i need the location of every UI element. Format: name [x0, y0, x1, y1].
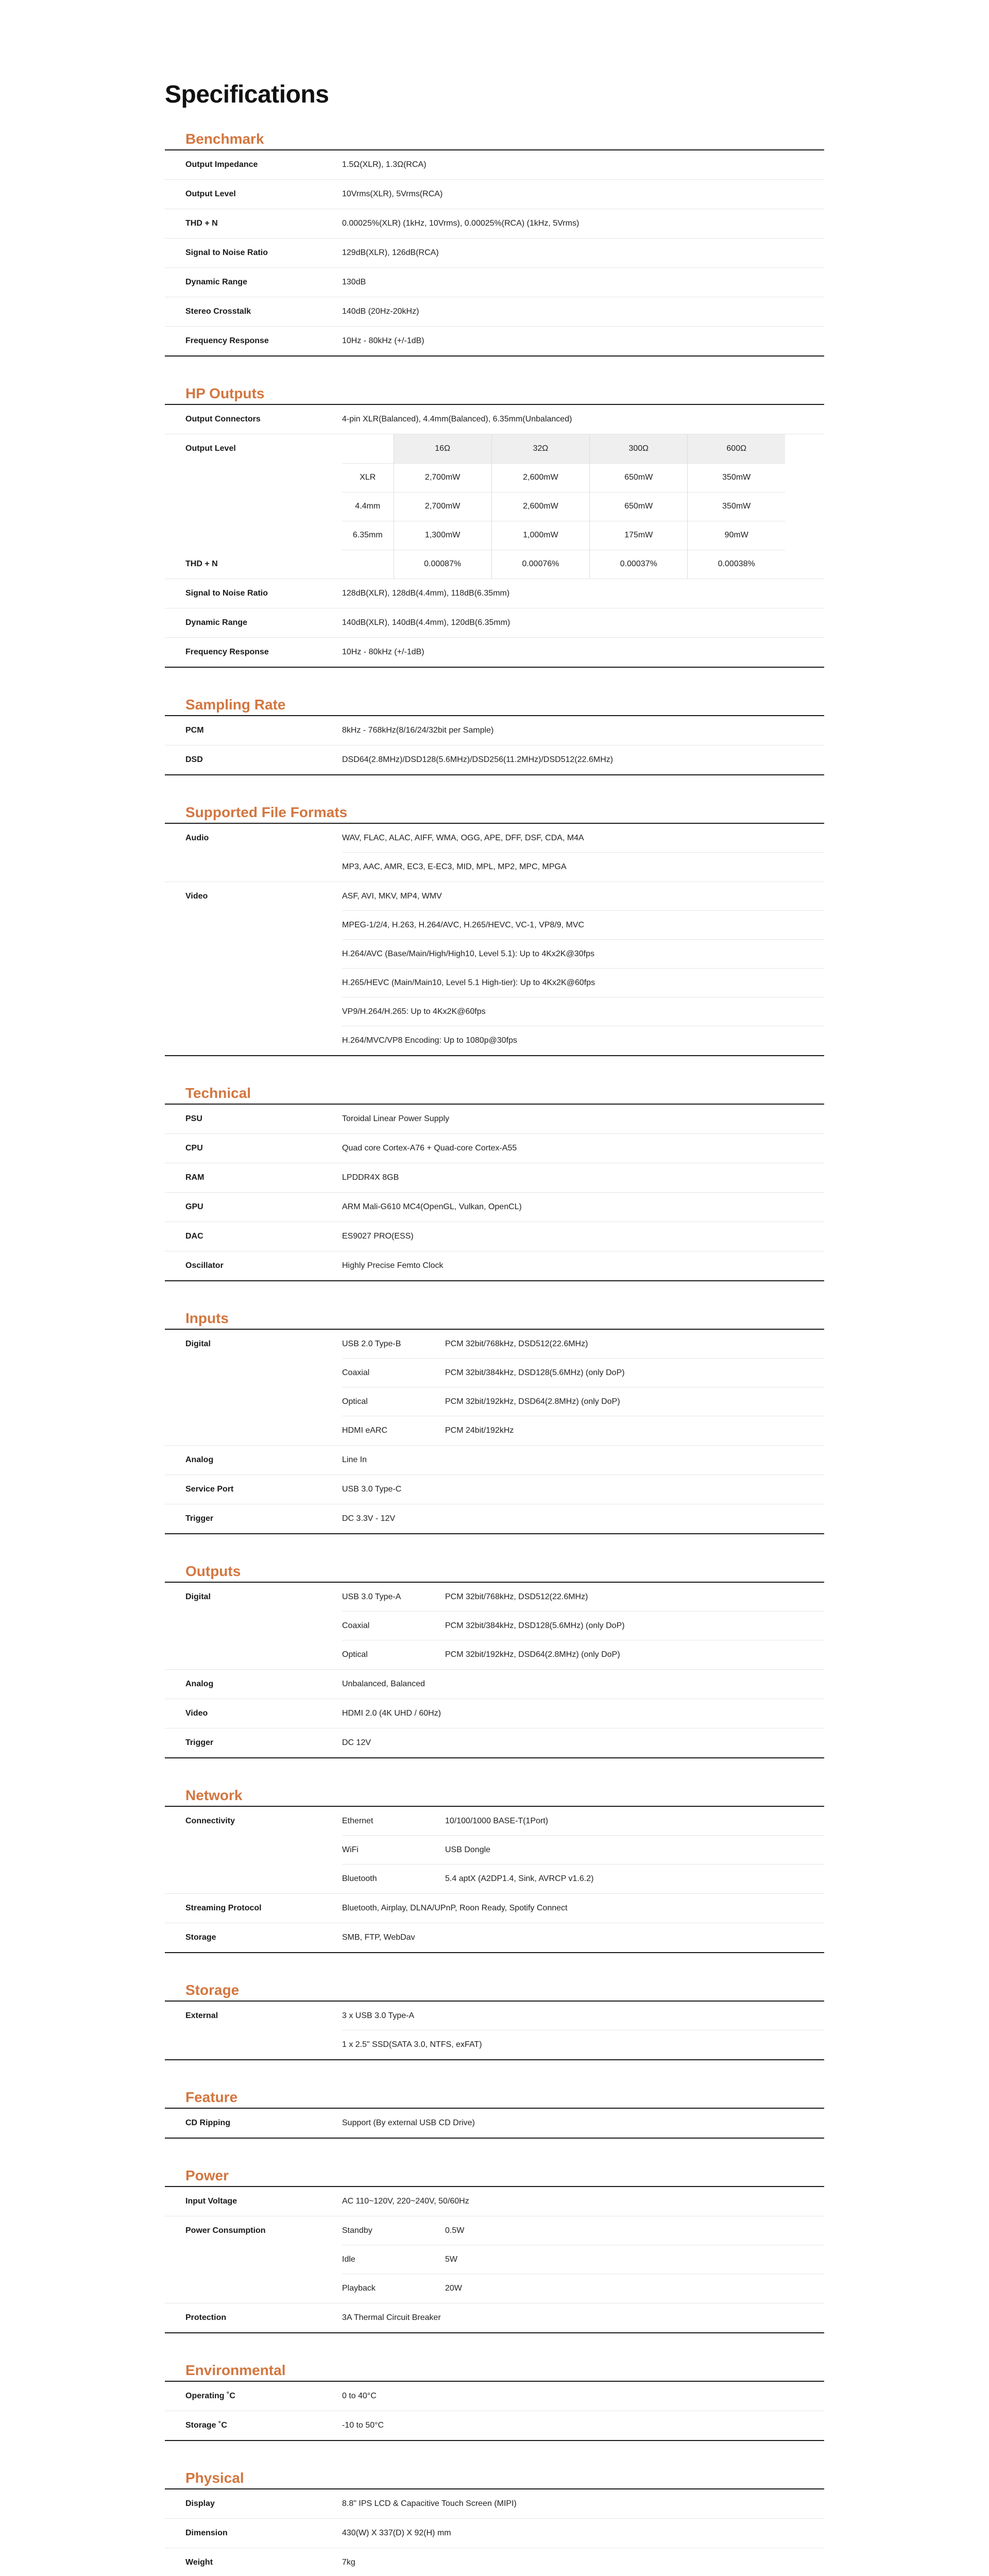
spec-label: THD + N	[185, 219, 218, 228]
spec-subrow	[342, 1583, 824, 1612]
spec-row	[165, 1330, 824, 1446]
spec-row	[165, 405, 824, 434]
spec-rows	[165, 1446, 824, 1533]
spec-value: LPDDR4X 8GB	[342, 1173, 399, 1182]
table-cell: 1,000mW	[491, 521, 589, 550]
spec-value: Support (By external USB CD Drive)	[342, 2119, 475, 2127]
spec-value: 10Hz - 80kHz (+/-1dB)	[342, 648, 424, 656]
table-column-header: 600Ω	[688, 434, 785, 463]
spec-value: 140dB(XLR), 140dB(4.4mm), 120dB(6.35mm)	[342, 618, 510, 627]
table-column-header: 300Ω	[590, 434, 688, 463]
table-row-header: 4.4mm	[342, 492, 394, 521]
section-hp-outputs	[165, 385, 824, 668]
spec-value: 10Vrms(XLR), 5Vrms(RCA)	[342, 190, 443, 198]
spec-row	[165, 2303, 824, 2332]
spec-row	[165, 1807, 824, 1894]
spec-rows	[165, 2382, 824, 2440]
spec-label: Dynamic Range	[185, 618, 248, 627]
table-cell: 1,300mW	[394, 521, 491, 550]
spec-value: 1.5Ω(XLR), 1.3Ω(RCA)	[342, 160, 427, 169]
spec-row	[165, 1583, 824, 1670]
spec-subrow	[342, 1836, 824, 1865]
spec-value: HDMI 2.0 (4K UHD / 60Hz)	[342, 1709, 441, 1718]
spec-label: Trigger	[185, 1738, 214, 1747]
subrow-value: PCM 32bit/192kHz, DSD64(2.8MHz) (only DoP)	[445, 1397, 620, 1406]
section-title: Power	[185, 2167, 229, 2183]
spec-label: Video	[185, 1709, 208, 1718]
section-storage	[165, 1982, 824, 2060]
spec-rows	[165, 2109, 824, 2138]
subrow-key: HDMI eARC	[342, 1426, 388, 1435]
subrow-key: Playback	[342, 2284, 376, 2293]
table-row-header	[342, 550, 394, 579]
spec-value: MP3, AAC, AMR, EC3, E-EC3, MID, MPL, MP2, MPC, MPGA	[342, 862, 567, 871]
spec-label: Service Port	[185, 1485, 234, 1494]
spec-value: 8.8" IPS LCD & Capacitive Touch Screen (MIPI)	[342, 2499, 517, 2508]
spec-row	[165, 1446, 824, 1475]
spec-label: Output Impedance	[185, 160, 258, 169]
spec-row	[165, 2548, 824, 2576]
spec-row	[165, 2519, 824, 2548]
spec-subrow	[342, 1330, 824, 1359]
spec-value: H.265/HEVC (Main/Main10, Level 5.1 High-tier): Up to 4Kx2K@60fps	[342, 969, 824, 997]
section-inputs	[165, 1310, 824, 1534]
section-bottom-rule	[165, 774, 824, 775]
spec-label: THD + N	[185, 560, 218, 568]
spec-row	[165, 150, 824, 180]
table-row-header: 6.35mm	[342, 521, 394, 550]
spec-row	[165, 2216, 824, 2303]
spec-label: Frequency Response	[185, 648, 269, 656]
spec-subrows	[342, 2216, 824, 2303]
spec-subrows	[342, 1583, 824, 1669]
spec-label: Storage	[185, 1933, 216, 1942]
spec-value: 10Hz - 80kHz (+/-1dB)	[342, 336, 424, 345]
section-bottom-rule	[165, 1533, 824, 1534]
subrow-value: PCM 32bit/192kHz, DSD64(2.8MHz) (only DoP)	[445, 1650, 620, 1659]
spec-value: DC 3.3V - 12V	[342, 1514, 396, 1523]
section-title: Feature	[185, 2089, 238, 2105]
table-corner	[342, 434, 394, 463]
spec-label: Trigger	[185, 1514, 214, 1523]
spec-row	[165, 1699, 824, 1728]
spec-label: Display	[185, 2499, 215, 2508]
spec-subrow	[342, 1865, 824, 1893]
spec-row	[165, 1923, 824, 1952]
table-row	[342, 492, 785, 521]
spec-row	[165, 239, 824, 268]
spec-row	[165, 1222, 824, 1251]
section-title: Benchmark	[185, 131, 264, 147]
spec-value: 8kHz - 768kHz(8/16/24/32bit per Sample)	[342, 726, 494, 735]
table-cell: 650mW	[590, 492, 688, 521]
spec-subrows	[342, 1330, 824, 1445]
section-bottom-rule	[165, 2059, 824, 2060]
subrow-value: 20W	[445, 2284, 462, 2293]
table-cell: 350mW	[688, 492, 785, 521]
spec-row	[165, 824, 824, 882]
spec-row	[165, 1670, 824, 1699]
section-title: Inputs	[185, 1310, 229, 1326]
table-row-header: XLR	[342, 463, 394, 492]
spec-rows	[165, 150, 824, 355]
spec-value: 7kg	[342, 2558, 355, 2567]
spec-label: Analog	[185, 1680, 214, 1688]
subrow-value: 0.5W	[445, 2226, 465, 2235]
spec-value: Toroidal Linear Power Supply	[342, 1114, 450, 1123]
section-title: Supported File Formats	[185, 804, 348, 820]
spec-value: Quad core Cortex-A76 + Quad-core Cortex-A55	[342, 1144, 517, 1153]
spec-label: Output Level	[185, 444, 236, 453]
spec-rows	[165, 716, 824, 774]
spec-subrow	[342, 1640, 824, 1669]
spec-label: Storage ˚C	[185, 2421, 227, 2430]
section-title: Physical	[185, 2470, 244, 2486]
spec-rows	[165, 1670, 824, 1757]
spec-label: Output Level	[185, 190, 236, 198]
spec-label: Dynamic Range	[185, 278, 248, 286]
table-column-header: 16Ω	[394, 434, 491, 463]
table-row	[342, 521, 785, 550]
spec-row	[165, 638, 824, 667]
section-physical	[165, 2470, 824, 2576]
spec-value: H.264/AVC (Base/Main/High/High10, Level 5.1): Up to 4Kx2K@30fps	[342, 940, 824, 969]
spec-row	[165, 1475, 824, 1504]
spec-row	[165, 2002, 824, 2059]
spec-value: Bluetooth, Airplay, DLNA/UPnP, Roon Ready, Spotify Connect	[342, 1904, 568, 1912]
page-title: Specifications	[165, 81, 329, 108]
spec-label: CPU	[185, 1144, 203, 1153]
spec-label: Power Consumption	[185, 2226, 266, 2235]
spec-value: ES9027 PRO(ESS)	[342, 1232, 414, 1241]
hp-labels	[165, 434, 342, 579]
spec-value: 140dB (20Hz-20kHz)	[342, 307, 419, 316]
table-row-thd	[342, 550, 785, 579]
spec-value: Highly Precise Femto Clock	[342, 1261, 444, 1270]
spec-label: RAM	[185, 1173, 204, 1182]
section-title: Outputs	[185, 1563, 241, 1579]
spec-row	[165, 180, 824, 209]
subrow-key: Idle	[342, 2255, 355, 2264]
section-title: Storage	[185, 1982, 240, 1998]
spec-row	[165, 2382, 824, 2411]
spec-rows	[165, 579, 824, 667]
spec-value: VP9/H.264/H.265: Up to 4Kx2K@60fps	[342, 997, 824, 1026]
spec-value: USB 3.0 Type-C	[342, 1485, 402, 1494]
spec-row	[165, 1504, 824, 1533]
spec-value: 129dB(XLR), 126dB(RCA)	[342, 248, 439, 257]
spec-row	[165, 209, 824, 239]
spec-row	[165, 2109, 824, 2138]
spec-label: Output Connectors	[185, 415, 261, 423]
spec-label: Operating ˚C	[185, 2392, 235, 2400]
table-cell: 2,700mW	[394, 463, 491, 492]
spec-row	[165, 579, 824, 608]
spec-values	[342, 2002, 824, 2059]
section-environmental	[165, 2362, 824, 2441]
spec-row	[165, 745, 824, 774]
spec-value: Line In	[342, 1455, 367, 1464]
spec-label: Digital	[185, 1340, 211, 1348]
spec-label: Weight	[185, 2558, 213, 2567]
section-title: Environmental	[185, 2362, 286, 2378]
subrow-key: Coaxial	[342, 1621, 370, 1630]
spec-value: 3 x USB 3.0 Type-A	[342, 2002, 824, 2030]
spec-value: DSD64(2.8MHz)/DSD128(5.6MHz)/DSD256(11.2MHz)/DSD512(22.6MHz)	[342, 755, 613, 764]
spec-value: ARM Mali-G610 MC4(OpenGL, Vulkan, OpenCL)	[342, 1202, 522, 1211]
spec-value: 1 x 2.5" SSD(SATA 3.0, NTFS, exFAT)	[342, 2040, 482, 2049]
spec-value: 4-pin XLR(Balanced), 4.4mm(Balanced), 6.35mm(Unbalanced)	[342, 415, 572, 423]
spec-value: Unbalanced, Balanced	[342, 1680, 425, 1688]
spec-row	[165, 1134, 824, 1163]
spec-row	[165, 2187, 824, 2216]
subrow-key: Standby	[342, 2226, 372, 2235]
table-row	[342, 463, 785, 492]
spec-values	[342, 824, 824, 882]
spec-label: Digital	[185, 1592, 211, 1601]
spec-label: Analog	[185, 1455, 214, 1464]
spec-subrow	[342, 1807, 824, 1836]
spec-row	[165, 268, 824, 297]
spec-label: PSU	[185, 1114, 202, 1123]
section-bottom-rule	[165, 1952, 824, 1953]
spec-value: 430(W) X 337(D) X 92(H) mm	[342, 2529, 451, 2537]
spec-rows	[165, 1105, 824, 1280]
spec-value: ASF, AVI, MKV, MP4, WMV	[342, 882, 824, 911]
spec-value: MPEG-1/2/4, H.263, H.264/AVC, H.265/HEVC, VC-1, VP8/9, MVC	[342, 911, 824, 940]
spec-value: 0.00025%(XLR) (1kHz, 10Vrms), 0.00025%(RCA) (1kHz, 5Vrms)	[342, 219, 579, 228]
subrow-value: PCM 32bit/384kHz, DSD128(5.6MHz) (only DoP)	[445, 1368, 625, 1377]
subrow-key: USB 2.0 Type-B	[342, 1339, 401, 1348]
spec-row	[165, 608, 824, 638]
output-level-table	[342, 434, 785, 579]
subrow-value: 5W	[445, 2255, 457, 2264]
section-bottom-rule	[165, 1055, 824, 1056]
spec-row	[165, 1894, 824, 1923]
spec-value: AC 110~120V, 220~240V, 50/60Hz	[342, 2197, 469, 2206]
spec-subrow	[342, 1612, 824, 1640]
table-cell: 0.00037%	[590, 550, 688, 579]
section-sampling-rate	[165, 697, 824, 775]
spec-value: 0 to 40°C	[342, 2392, 377, 2400]
table-cell: 2,700mW	[394, 492, 491, 521]
spec-subrow	[342, 2245, 824, 2274]
spec-subrow	[342, 1416, 824, 1445]
spec-label: Signal to Noise Ratio	[185, 248, 268, 257]
spec-rows	[165, 2489, 824, 2576]
spec-row	[165, 1251, 824, 1280]
spec-subrow	[342, 2274, 824, 2303]
subrow-key: Ethernet	[342, 1816, 373, 1825]
table-cell: 2,600mW	[491, 463, 589, 492]
table-cell: 0.00038%	[688, 550, 785, 579]
subrow-value: 5.4 aptX (A2DP1.4, Sink, AVRCP v1.6.2)	[445, 1874, 594, 1883]
section-bottom-rule	[165, 2440, 824, 2441]
spec-value: H.264/MVC/VP8 Encoding: Up to 1080p@30fps	[342, 1036, 517, 1045]
table-cell: 175mW	[590, 521, 688, 550]
spec-container	[165, 80, 824, 2576]
section-bottom-rule	[165, 355, 824, 357]
spec-label: Stereo Crosstalk	[185, 307, 251, 316]
spec-label: Oscillator	[185, 1261, 224, 1270]
spec-subrows	[342, 1807, 824, 1893]
spec-label: DAC	[185, 1232, 203, 1241]
spec-values	[342, 882, 824, 1055]
subrow-key: Bluetooth	[342, 1874, 377, 1883]
section-title: Network	[185, 1787, 243, 1803]
spec-value: 3A Thermal Circuit Breaker	[342, 2313, 441, 2322]
subrow-key: Coaxial	[342, 1368, 370, 1377]
spec-label: External	[185, 2011, 218, 2020]
section-network	[165, 1787, 824, 1953]
table-column-header: 32Ω	[491, 434, 589, 463]
spec-row	[165, 2411, 824, 2440]
spec-label: Video	[185, 892, 208, 901]
output-level-row	[165, 434, 824, 579]
spec-label: Signal to Noise Ratio	[185, 589, 268, 598]
table-cell: 90mW	[688, 521, 785, 550]
subrow-key: Optical	[342, 1397, 368, 1406]
subrow-key: Optical	[342, 1650, 368, 1659]
spec-rows	[165, 1894, 824, 1952]
spec-label: Protection	[185, 2313, 227, 2322]
subrow-value: PCM 32bit/384kHz, DSD128(5.6MHz) (only DoP)	[445, 1621, 625, 1630]
section-title: HP Outputs	[185, 385, 265, 401]
subrow-value: PCM 32bit/768kHz, DSD512(22.6MHz)	[445, 1339, 588, 1348]
section-bottom-rule	[165, 2332, 824, 2333]
subrow-value: PCM 24bit/192kHz	[445, 1426, 514, 1435]
section-supported-file-formats	[165, 804, 824, 1056]
spec-label: Connectivity	[185, 1817, 235, 1825]
spec-row	[165, 1163, 824, 1193]
section-outputs	[165, 1563, 824, 1758]
section-bottom-rule	[165, 1280, 824, 1281]
spec-subrow	[342, 1387, 824, 1416]
table-cell: 650mW	[590, 463, 688, 492]
spec-subrow	[342, 1359, 824, 1387]
table-cell: 350mW	[688, 463, 785, 492]
section-bottom-rule	[165, 667, 824, 668]
spec-subrow	[342, 2216, 824, 2245]
spec-label: Frequency Response	[185, 336, 269, 345]
subrow-value: PCM 32bit/768kHz, DSD512(22.6MHz)	[445, 1592, 588, 1601]
spec-label: Dimension	[185, 2529, 228, 2537]
subrow-value: 10/100/1000 BASE-T(1Port)	[445, 1816, 549, 1825]
spec-label: Input Voltage	[185, 2197, 237, 2206]
section-benchmark	[165, 131, 824, 357]
spec-value: SMB, FTP, WebDav	[342, 1933, 415, 1942]
spec-label: CD Ripping	[185, 2119, 231, 2127]
spec-row	[165, 327, 824, 355]
spec-value: -10 to 50°C	[342, 2421, 384, 2430]
spec-label: DSD	[185, 755, 203, 764]
section-bottom-rule	[165, 2138, 824, 2139]
subrow-value: USB Dongle	[445, 1845, 491, 1854]
table-cell: 0.00076%	[491, 550, 589, 579]
spec-label: Audio	[185, 834, 209, 842]
section-title: Technical	[185, 1085, 251, 1101]
spec-row	[165, 1728, 824, 1757]
spec-value: DC 12V	[342, 1738, 371, 1747]
section-feature	[165, 2089, 824, 2139]
spec-row	[165, 716, 824, 745]
spec-row	[165, 1193, 824, 1222]
spec-row	[165, 2489, 824, 2519]
spec-row	[165, 882, 824, 1055]
spec-value: 128dB(XLR), 128dB(4.4mm), 118dB(6.35mm)	[342, 589, 510, 598]
section-power	[165, 2167, 824, 2333]
subrow-key: USB 3.0 Type-A	[342, 1592, 401, 1601]
subrow-key: WiFi	[342, 1845, 359, 1854]
spec-label: PCM	[185, 726, 204, 735]
spec-value: WAV, FLAC, ALAC, AIFF, WMA, OGG, APE, DFF, DSF, CDA, M4A	[342, 824, 824, 853]
spec-label: Streaming Protocol	[185, 1904, 262, 1912]
section-title: Sampling Rate	[185, 697, 286, 713]
section-bottom-rule	[165, 1757, 824, 1758]
spec-row	[165, 1105, 824, 1134]
spec-value: 130dB	[342, 278, 366, 286]
spec-label: GPU	[185, 1202, 203, 1211]
table-cell: 0.00087%	[394, 550, 491, 579]
table-cell: 2,600mW	[491, 492, 589, 521]
section-technical	[165, 1085, 824, 1281]
spec-row	[165, 297, 824, 327]
